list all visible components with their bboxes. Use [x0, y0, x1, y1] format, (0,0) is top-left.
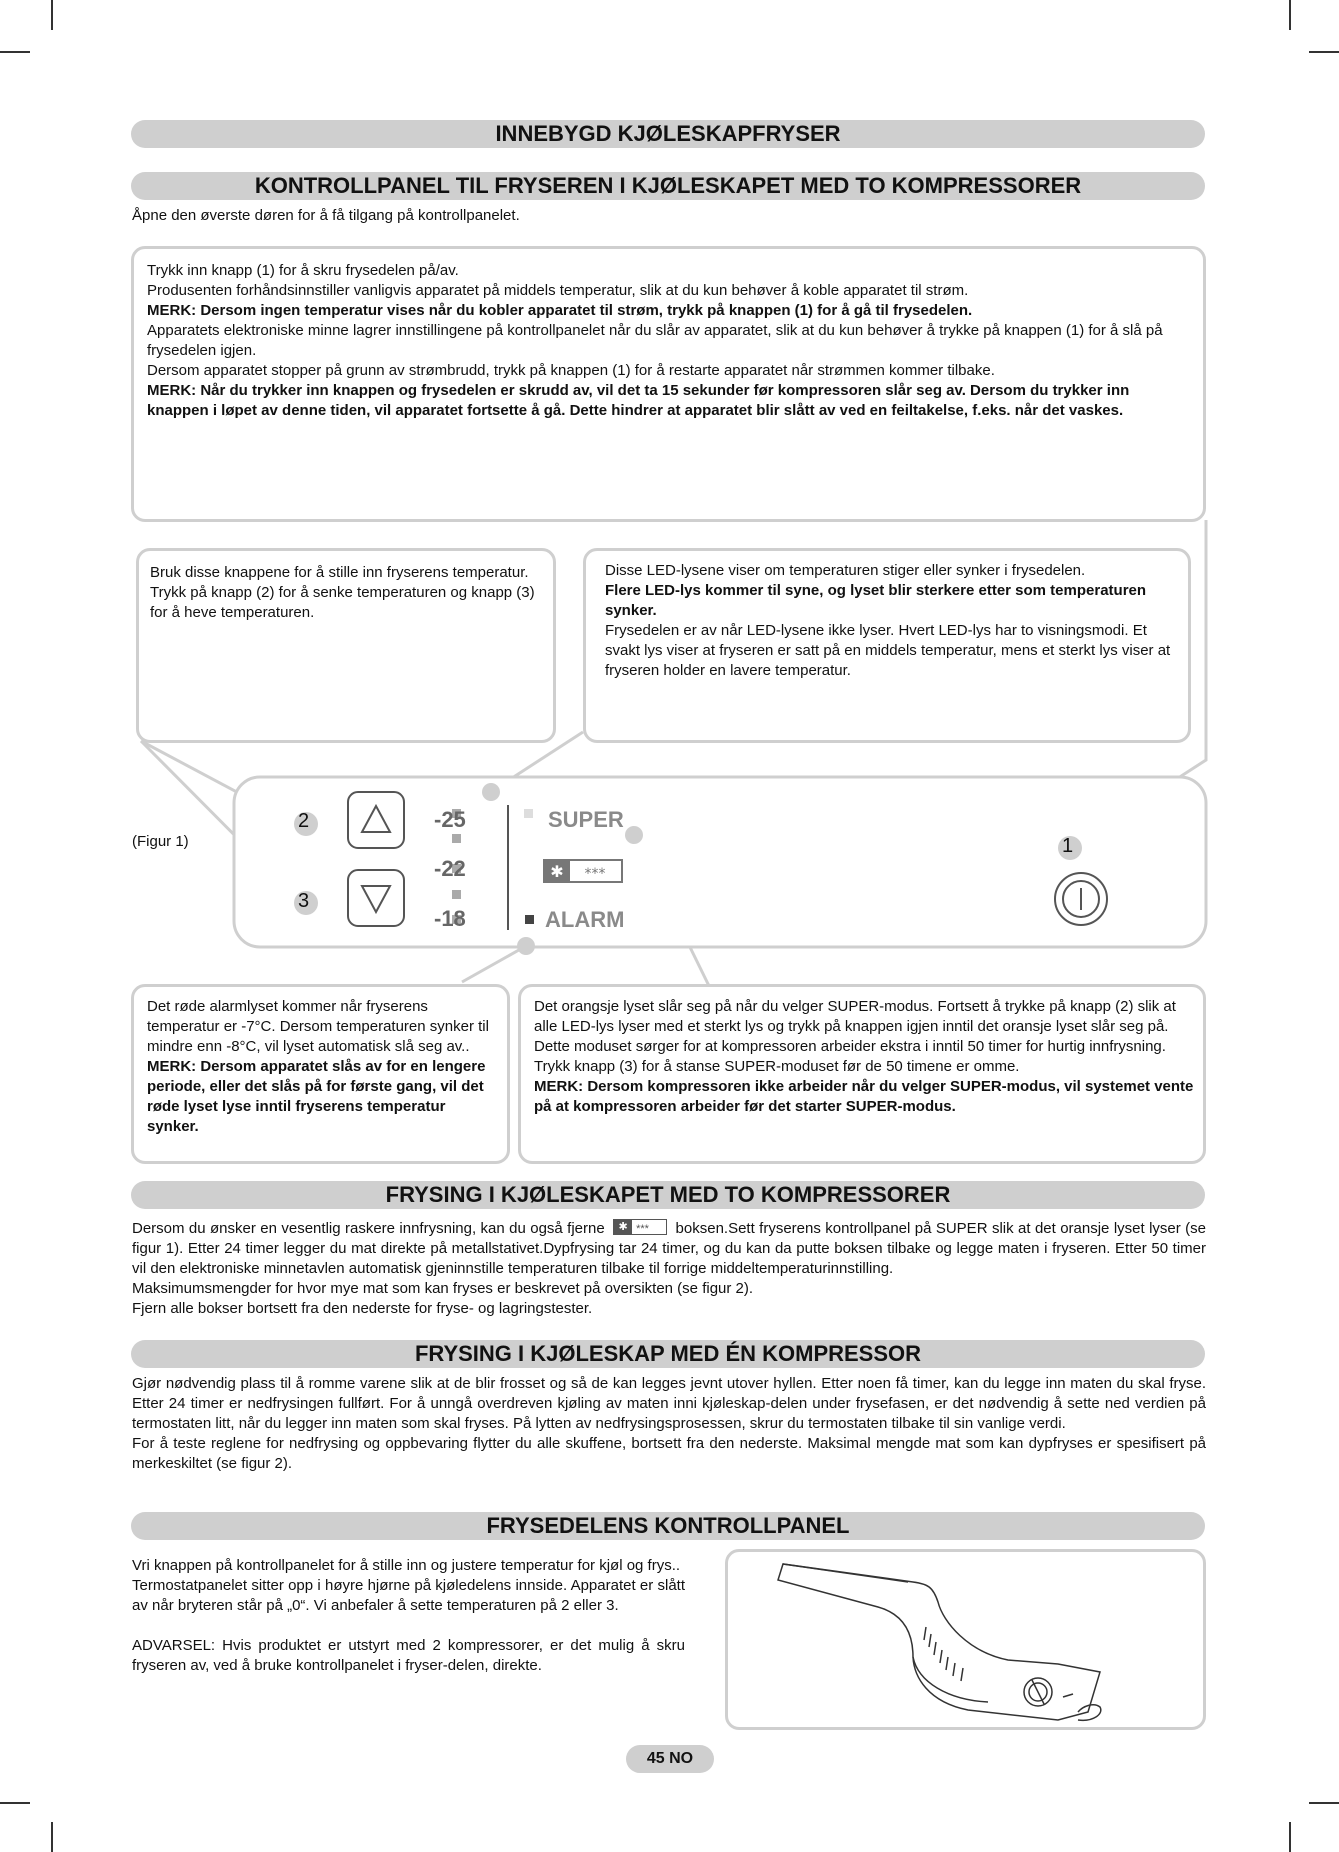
- info-text: Trykk inn knapp (1) for å skru frysedelen på/av.: [147, 262, 459, 279]
- info-box-alarm: [131, 984, 510, 1164]
- super-label: SUPER: [548, 807, 624, 832]
- figure-caption: (Figur 1): [132, 833, 189, 850]
- info-text: Dersom apparatet stopper på grunn av strømbrudd, trykk på knappen (1) for å restarte apparatet når strømmen kommer tilbake.: [147, 362, 995, 379]
- up-button[interactable]: [348, 792, 404, 848]
- down-button[interactable]: [348, 870, 404, 926]
- section2-body: [132, 1219, 1206, 1319]
- section3-body: [132, 1374, 1206, 1474]
- paragraph: Termostatpanelet sitter opp i høyre hjørne på kjøledelens innside. Apparatet er slått av når bryteren står på „0“. Vi anbefaler å sette temperaturen på 2 eller 3.: [132, 1577, 685, 1614]
- super-box-icon-stars: ***: [636, 1223, 649, 1235]
- temp-label-minus25: -25: [434, 807, 466, 832]
- leader-line: [462, 946, 526, 982]
- info-text: Det røde alarmlyset kommer når fryserens temperatur er -7°C. Dersom temperaturen synker til mindre enn -8°C, vil lyset automatisk slå seg av..: [147, 998, 489, 1055]
- intro-text: Åpne den øverste døren for å få tilgang på kontrollpanelet.: [132, 207, 520, 224]
- note-text: MERK: Dersom ingen temperatur vises når du kobler apparatet til strøm, trykk på knappen (1) for å gå til frysedelen.: [147, 302, 973, 319]
- callout-2: 2: [298, 810, 310, 832]
- section-heading-one-compressor: FRYSING I KJØLESKAP MED ÉN KOMPRESSOR: [131, 1340, 1205, 1368]
- info-text: Det orangsje lyset slår seg på når du velger SUPER-modus. Fortsett å trykke på knapp (2) slik at alle LED-lys lyser med et sterkt lys og trykk på knappen igjen inntil det oransje lyset slår seg på.: [534, 998, 1176, 1035]
- paragraph: Vri knappen på kontrollpanelet for å stille inn og justere temperatur for kjøl og frys..: [132, 1557, 681, 1574]
- paragraph-part: boksen.Sett fryserens kontrollpanel på SUPER slik at det oransje lyset lyser (se figur 1). Etter 24 timer legger du mat direkte på metallstativet.Dypfrysing tar 24 timer, og du kan da putte boksen tilbake og legge maten i fryseren. Etter 50 timer vil den elektroniske minnetavlen automatisk gjeninnstille temperaturen tilbake til forrige middeltemperaturinnstilling.: [132, 1220, 1206, 1277]
- super-icon-stars: ***: [584, 866, 606, 882]
- note-text: MERK: Dersom kompressoren ikke arbeider når du velger SUPER-modus, vil systemet vente på at kompressoren arbeider før det starter SUPER-modus.: [534, 1078, 1194, 1115]
- section-heading-two-compressors: FRYSING I KJØLESKAPET MED TO KOMPRESSORER: [131, 1181, 1205, 1209]
- super-led: [524, 809, 533, 818]
- paragraph: ADVARSEL: Hvis produktet er utstyrt med 2 kompressorer, er det mulig å skru fryseren av, ved å bruke kontrollpanelet i fryser-delen, direkte.: [132, 1637, 685, 1674]
- page-number: 45 NO: [626, 1745, 714, 1773]
- led-indicator: [452, 890, 461, 899]
- temp-label-minus22: -22: [434, 856, 466, 881]
- super-box-icon: ✱ ***: [613, 1219, 667, 1235]
- paragraph: Gjør nødvendig plass til å romme varene slik at de blir frosset og så de kan legges jevnt utover hyllen. Etter noen få timer, kan du legge inn maten du skal fryse. Etter 24 timer er nedfrysingen fullført. For å unngå overdreven kjøling av maten inni kjøleskap-delen under frysefasen, er det nødvendig å sette ned verdien på termostaten litt, når du legger inn maten som skal fryses. På lytten av nedfrysingsprosessen, skrur du termostaten tilbake til sin vanlige verdi.: [132, 1375, 1206, 1432]
- info-text: Apparatets elektroniske minne lagrer innstillingene på kontrollpanelet når du slår av apparatet, slik at du kun behøver å trykke på knappen (1) for å slå på frysedelen igjen.: [147, 322, 1163, 359]
- paragraph: Maksimumsmengder for hvor mye mat som kan fryses er beskrevet på oversikten (se figur 2).: [132, 1280, 754, 1297]
- info-text: Trykk på knapp (2) for å senke temperaturen og knapp (3) for å heve temperaturen.: [150, 584, 535, 621]
- leader-dot: [482, 783, 500, 801]
- note-text: MERK: Når du trykker inn knappen og frysedelen er skrudd av, vil det ta 15 sekunder før kompressoren slår seg av. Dersom du trykker inn knappen i løpet av denne tiden, vil apparatet fortsette å gå. Dette hindrer at apparatet blir slått av ved en feiltakelse, f.eks. når det vaskes.: [147, 382, 1130, 419]
- thermostat-illustration-box: [725, 1549, 1206, 1730]
- section-heading-control-panel: KONTROLLPANEL TIL FRYSEREN I KJØLESKAPET MED TO KOMPRESSORER: [131, 172, 1205, 200]
- temp-label-minus18: -18: [434, 906, 466, 931]
- info-text: Disse LED-lysene viser om temperaturen stiger eller synker i frysedelen.: [605, 562, 1086, 579]
- leader-dot: [625, 826, 643, 844]
- leader-dot: [517, 937, 535, 955]
- info-text: Frysedelen er av når LED-lysene ikke lyser. Hvert LED-lys har to visningsmodi. Et svakt lys viser at fryseren er satt på en middels temperatur, mens et sterkt lys viser at fryseren holder en lavere temperatur.: [605, 622, 1171, 679]
- callout-3: 3: [298, 890, 310, 912]
- note-text: MERK: Dersom apparatet slås av for en lengere periode, eller det slås på for første gang, vil det røde lyset lyse inntil fryserens temperatur synker.: [147, 1058, 486, 1135]
- paragraph: For å teste reglene for nedfrysing og oppbevaring flytter du alle skuffene, bortsett fra den nederste. Maksimal mengde mat som kan dypfryses er spesifisert på merkeskiltet (se figur 2).: [132, 1435, 1206, 1472]
- paragraph: Fjern alle bokser bortsett fra den nederste for fryse- og lagringstester.: [132, 1300, 593, 1317]
- info-box-super: [518, 984, 1206, 1164]
- alarm-label: ALARM: [545, 907, 625, 932]
- note-text: Flere LED-lys kommer til syne, og lyset blir sterkere etter som temperaturen synker.: [605, 582, 1147, 619]
- led-indicator: [452, 834, 461, 843]
- info-text: Dette moduset sørger for at kompressoren arbeider ekstra i inntil 50 timer for hurtig innfrysning. Trykk knapp (3) for å stanse SUPER-moduset før de 50 timene er omme.: [534, 1038, 1166, 1075]
- info-text: Produsenten forhåndsinnstiller vanligvis apparatet på middels temperatur, slik at du kun behøver å koble apparatet til strøm.: [147, 282, 969, 299]
- snowflake-glyph: ✱: [550, 862, 564, 881]
- page-title: INNEBYGD KJØLESKAPFRYSER: [131, 120, 1205, 148]
- section-heading-freezer-control-panel: FRYSEDELENS KONTROLLPANEL: [131, 1512, 1205, 1540]
- callout-1: 1: [1062, 835, 1074, 857]
- alarm-led: [525, 915, 534, 924]
- info-text: Bruk disse knappene for å stille inn fryserens temperatur.: [150, 564, 529, 581]
- thermostat-illustration: [728, 1552, 1203, 1727]
- section4-body: [132, 1556, 685, 1676]
- paragraph-part: Dersom du ønsker en vesentlig raskere innfrysning, kan du også fjerne: [132, 1220, 605, 1237]
